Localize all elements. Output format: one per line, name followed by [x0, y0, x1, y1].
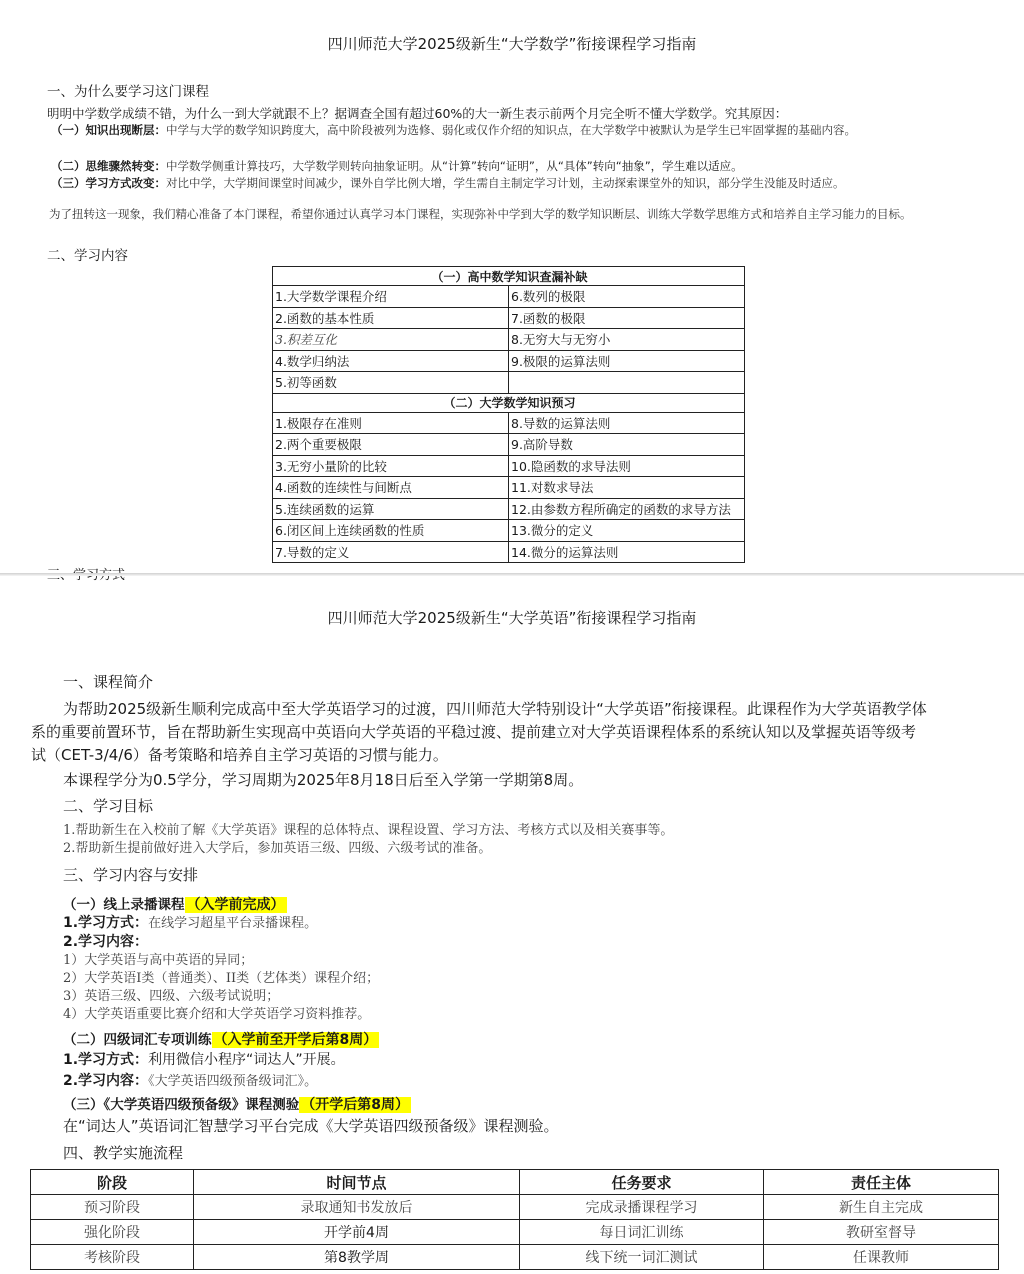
english-part3-tag: （开学后第8周） — [301, 1097, 409, 1113]
math-section2-heading: 二、学习内容 — [47, 248, 128, 264]
english-part1-method-text: 在线学习超星平台录播课程。 — [148, 916, 318, 931]
english-part1-content-label-text: 2.学习内容： — [63, 934, 149, 950]
english-goal-2: 2.帮助新生提前做好进入大学后，参加英语三级、四级、六级考试的准备。 — [63, 841, 492, 856]
table-cell: 考核阶段 — [31, 1245, 194, 1270]
english-part1-item-3: 3）英语三级、四级、六级考试说明； — [63, 989, 280, 1004]
table-cell: 每日词汇训练 — [520, 1220, 764, 1245]
math-guide-page — [0, 0, 1024, 574]
math-intro-paragraph: 明明中学数学成绩不错，为什么一到大学就跟不上？据调查全国有超过60%的大一新生表示前两个月完全听不懂大学数学。究其原因： — [47, 106, 788, 121]
english-guide-page — [0, 576, 1024, 1274]
english-part1-title: （一）线上录播课程 — [63, 897, 185, 913]
english-part2-method-text: 利用微信小程序“词达人”开展。 — [148, 1052, 345, 1068]
english-part1-item-1: 1）大学英语与高中英语的异同； — [63, 953, 254, 968]
table-header-cell: 时间节点 — [194, 1170, 520, 1195]
table-cell: 5.连续函数的运算 — [273, 498, 509, 520]
table-cell: 3.积差互化 — [273, 329, 509, 351]
math-reason-3 — [20, 175, 990, 191]
table-cell: 2.两个重要极限 — [273, 434, 509, 456]
table-cell: 7.函数的极限 — [509, 307, 745, 329]
table-cell: 9.高阶导数 — [509, 434, 745, 456]
english-part1-method — [63, 914, 317, 933]
table-cell: 13.微分的定义 — [509, 520, 745, 542]
english-part1-item-4: 4）大学英语重要比赛介绍和大学英语学习资料推荐。 — [63, 1007, 371, 1022]
table-header-cell: 阶段 — [31, 1170, 194, 1195]
table-row — [31, 1245, 999, 1270]
english-s1-line1: 为帮助2025级新生顺利完成高中至大学英语学习的过渡，四川师范大学特别设计“大学英语”衔接课程。此课程作为大学英语教学体 — [63, 700, 927, 718]
table-cell: 12.由参数方程所确定的函数的求导方法 — [509, 498, 745, 520]
table-cell: 6.闭区间上连续函数的性质 — [273, 520, 509, 542]
table-cell: 线下统一词汇测试 — [520, 1245, 764, 1270]
english-part1-item-2: 2）大学英语I类（普通类）、II类（艺体类）课程介绍； — [63, 971, 380, 986]
table-cell: 10.隐函数的求导法则 — [509, 455, 745, 477]
table-row — [273, 541, 745, 563]
table-cell: 开学前4周 — [194, 1220, 520, 1245]
table-cell: 5.初等函数 — [273, 372, 509, 394]
table-cell — [509, 372, 745, 394]
english-s1-heading: 一、课程简介 — [63, 673, 154, 691]
english-s1-line3: 试（CET-3/4/6）备考策略和培养自主学习英语的习惯与能力。 — [31, 746, 448, 764]
math-reason-2-text: 中学数学侧重计算技巧，大学数学则转向抽象证明。 — [166, 159, 431, 173]
table-row — [31, 1195, 999, 1220]
table-cell: 新生自主完成 — [764, 1195, 999, 1220]
table-row — [273, 372, 745, 394]
math-table-part1-title: （一）高中数学知识查漏补缺 — [273, 267, 745, 286]
table-cell: 教研室督导 — [764, 1220, 999, 1245]
english-part2-method — [63, 1051, 345, 1070]
table-cell: 1.极限存在准则 — [273, 412, 509, 434]
table-cell: 预习阶段 — [31, 1195, 194, 1220]
english-part2-content — [63, 1072, 317, 1091]
table-row — [273, 350, 745, 372]
table-cell: 11.对数求导法 — [509, 477, 745, 499]
english-part2-header — [63, 1028, 379, 1049]
english-part2-tag: （入学前至开学后第8周） — [213, 1032, 378, 1048]
table-row — [273, 286, 745, 308]
english-part3-header — [63, 1093, 411, 1114]
math-purpose-paragraph: 为了扭转这一现象，我们精心准备了本门课程，希望你通过认真学习本门课程，实现弥补中学到大学的数学知识断层、训练大学数学思维方式和培养自主学习能力的目标。 — [49, 207, 912, 221]
english-part2-content-text: 《大学英语四级预备级词汇》。 — [148, 1074, 318, 1089]
english-part1-method-label: 1.学习方式： — [63, 915, 149, 931]
table-section-row — [273, 393, 745, 412]
english-s1-line2: 系的重要前置环节，旨在帮助新生实现高中英语向大学英语的平稳过渡、提前建立对大学英语课程体系的系统认知以及掌握英语等级考 — [31, 723, 917, 741]
english-s3-heading: 三、学习内容与安排 — [63, 866, 199, 884]
table-header-row — [31, 1170, 999, 1195]
table-cell: 任课教师 — [764, 1245, 999, 1270]
math-table-part2-title: （二）大学数学知识预习 — [273, 393, 745, 412]
table-cell: 8.无穷大与无穷小 — [509, 329, 745, 351]
table-cell: 6.数列的极限 — [509, 286, 745, 308]
english-s4-heading: 四、教学实施流程 — [63, 1144, 184, 1162]
english-page-title: 四川师范大学2025级新生“大学英语”衔接课程学习指南 — [327, 609, 697, 627]
math-reason-1-label: （一）知识出现断层： — [51, 123, 166, 137]
english-part2-method-label: 1.学习方式： — [63, 1052, 149, 1068]
math-page-title: 四川师范大学2025级新生“大学数学”衔接课程学习指南 — [327, 35, 697, 53]
english-flow-table — [30, 1169, 999, 1270]
table-section-row — [273, 267, 745, 286]
math-reason-2-label: （二）思维骤然转变： — [51, 159, 166, 173]
table-row — [273, 477, 745, 499]
math-reason-3-label: （三）学习方式改变： — [51, 176, 166, 190]
math-reason-1 — [20, 122, 990, 138]
math-reason-2 — [20, 158, 1000, 174]
math-section1-heading: 一、为什么要学习这门课程 — [47, 84, 209, 100]
table-cell: 3.无穷小量阶的比较 — [273, 455, 509, 477]
table-cell: 4.函数的连续性与间断点 — [273, 477, 509, 499]
english-part1-header — [63, 893, 287, 914]
table-cell: 2.函数的基本性质 — [273, 307, 509, 329]
table-row — [273, 307, 745, 329]
english-part1-tag: （入学前完成） — [186, 897, 285, 913]
table-cell: 7.导数的定义 — [273, 541, 509, 563]
english-part3-text: 在“词达人”英语词汇智慧学习平台完成《大学英语四级预备级》课程测验。 — [63, 1117, 559, 1135]
english-part2-content-label: 2.学习内容： — [63, 1073, 149, 1089]
table-cell: 1.大学数学课程介绍 — [273, 286, 509, 308]
table-row — [273, 455, 745, 477]
math-reason-1-text: 中学与大学的数学知识跨度大，高中阶段被列为选修、弱化或仅作介绍的知识点，在大学数学中被默认为是学生已牢固掌握的基础内容。 — [166, 123, 856, 137]
math-reason-2-text2: 从“计算”转向“证明”，从“具体”转向“抽象”，学生难以适应。 — [430, 159, 743, 173]
table-header-cell: 任务要求 — [520, 1170, 764, 1195]
table-row — [273, 520, 745, 542]
table-cell: 录取通知书发放后 — [194, 1195, 520, 1220]
english-s1-credit: 本课程学分为0.5学分，学习周期为2025年8月18日后至入学第一学期第8周。 — [63, 771, 584, 789]
math-reason-3-text: 对比中学，大学期间课堂时间减少，课外自学比例大增，学生需自主制定学习计划，主动探索课堂外的知识，部分学生没能及时适应。 — [166, 176, 845, 190]
english-goal-1: 1.帮助新生在入校前了解《大学英语》课程的总体特点、课程设置、学习方法、考核方式以及相关赛事等。 — [63, 823, 674, 838]
table-row — [273, 498, 745, 520]
table-row — [273, 329, 745, 351]
english-part3-title: （三）《大学英语四级预备级》课程测验 — [63, 1097, 300, 1113]
english-part2-title: （二）四级词汇专项训练 — [63, 1032, 212, 1048]
math-content-table — [272, 266, 745, 563]
table-row — [31, 1220, 999, 1245]
table-cell: 8.导数的运算法则 — [509, 412, 745, 434]
table-cell: 4.数学归纳法 — [273, 350, 509, 372]
table-cell: 完成录播课程学习 — [520, 1195, 764, 1220]
english-part1-content-label — [63, 933, 148, 952]
table-row — [273, 412, 745, 434]
table-cell: 强化阶段 — [31, 1220, 194, 1245]
table-cell: 第8教学周 — [194, 1245, 520, 1270]
table-header-cell: 责任主体 — [764, 1170, 999, 1195]
table-cell: 14.微分的运算法则 — [509, 541, 745, 563]
english-s2-heading: 二、学习目标 — [63, 797, 154, 815]
table-row — [273, 434, 745, 456]
table-cell: 9.极限的运算法则 — [509, 350, 745, 372]
